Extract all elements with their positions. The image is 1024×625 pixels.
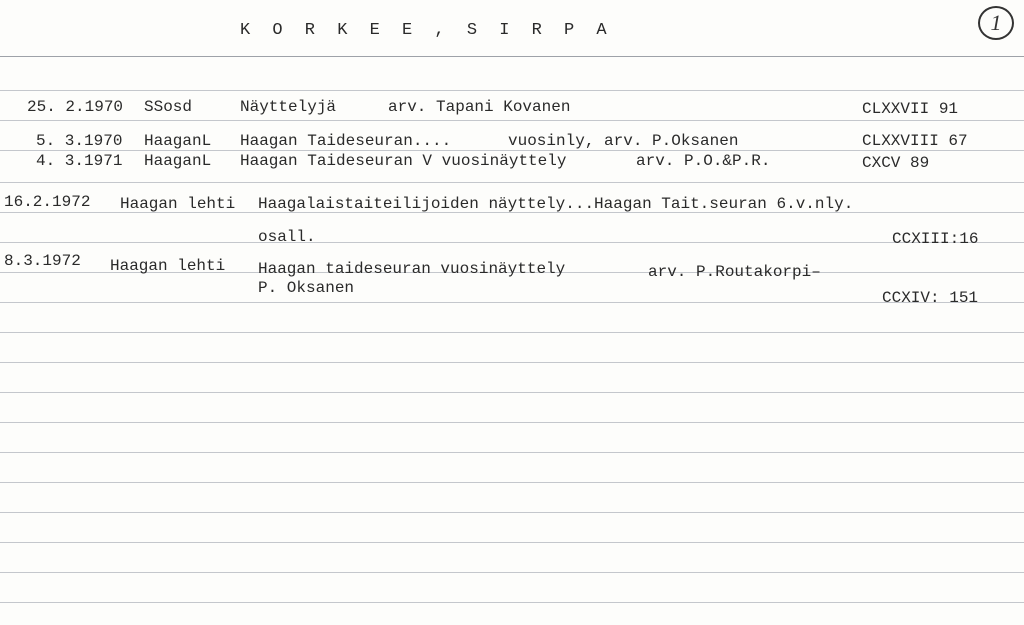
entry-source: SSosd [144,98,193,116]
ruled-line [0,362,1024,363]
entry-title-continued: osall. [258,228,316,246]
entry-title-continued: P. Oksanen [258,279,355,297]
entry-note: vuosinly, arv. P.Oksanen [508,132,739,150]
entry-source: Haagan lehti [110,257,226,275]
entry-date: 25. 2.1970 [27,98,124,116]
entry-date: 8.3.1972 [4,252,81,270]
entry-date: 16.2.1972 [4,193,91,211]
entry-ref: CXCV 89 [862,154,930,172]
entry-date: 4. 3.1971 [36,152,123,170]
entry-title: Haagalaistaiteilijoiden näyttely...Haagan Tait.seuran 6.v.nly. [258,195,854,213]
ruled-line [0,120,1024,121]
entry-ref: CLXXVII 91 [862,100,959,118]
ruled-line [0,182,1024,183]
ruled-line [0,602,1024,603]
ruled-line [0,150,1024,151]
entry-title: Haagan taideseuran vuosinäyttely [258,260,566,278]
entry-source: Haagan lehti [120,195,236,213]
entry-source: HaaganL [144,132,212,150]
entry-title: Haagan Taideseuran V vuosinäyttely [240,152,567,170]
ruled-line [0,482,1024,483]
ruled-line [0,90,1024,91]
ruled-line [0,242,1024,243]
card-number-badge: 1 [978,6,1014,40]
entry-note: arv. Tapani Kovanen [388,98,571,116]
entry-note: arv. P.Routakorpi– [648,263,821,281]
ruled-line [0,452,1024,453]
entry-title: Näyttelyjä [240,98,337,116]
entry-date: 5. 3.1970 [36,132,123,150]
ruled-line [0,572,1024,573]
entry-source: HaaganL [144,152,212,170]
ruled-line [0,302,1024,303]
ruled-line [0,422,1024,423]
entry-ref: CCXIV: 151 [882,289,979,307]
entry-ref: CCXIII:16 [892,230,979,248]
entry-title: Haagan Taideseuran.... [240,132,452,150]
ruled-line [0,332,1024,333]
ruled-line [0,392,1024,393]
header-rule [0,56,1024,57]
entry-note: arv. P.O.&P.R. [636,152,771,170]
card-title: K O R K E E , S I R P A [240,21,613,40]
ruled-line [0,542,1024,543]
ruled-line [0,512,1024,513]
entry-ref: CLXXVIII 67 [862,132,968,150]
